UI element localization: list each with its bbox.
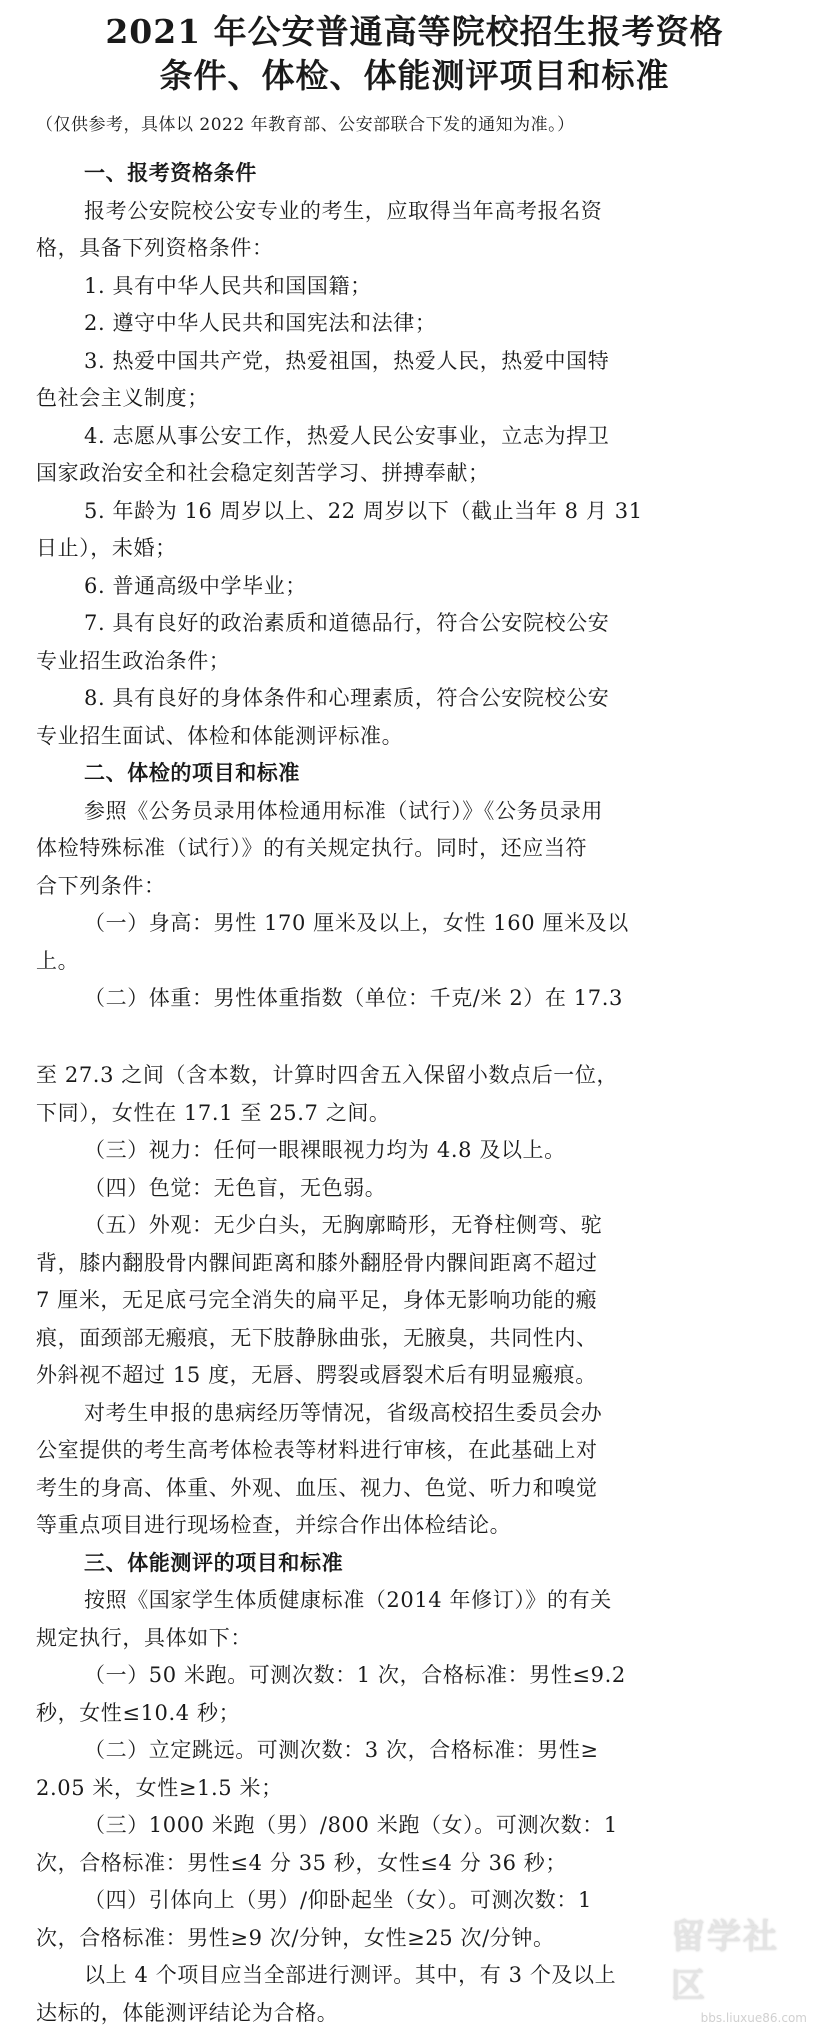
list-item: （一）50 米跑。可测次数：1 次，合格标准：男性≤9.2 xyxy=(84,1663,626,1687)
list-item-continued: 上。 xyxy=(36,949,80,973)
list-item: （三）视力：任何一眼裸眼视力均为 4.8 及以上。 xyxy=(84,1138,566,1162)
list-item: 3. 热爱中国共产党，热爱祖国，热爱人民，热爱中国特 xyxy=(84,349,610,373)
watermark-url: bbs.liuxue86.com xyxy=(700,2011,807,2025)
list-item: （四）引体向上（男）/仰卧起坐（女）。可测次数：1 xyxy=(84,1888,592,1912)
section-heading-physical-exam: 二、体检的项目和标准 xyxy=(84,760,300,785)
list-item-continued: 次，合格标准：男性≤4 分 35 秒，女性≤4 分 36 秒； xyxy=(36,1851,568,1875)
paragraph-line: 公室提供的考生高考体检表等材料进行审核，在此基础上对 xyxy=(36,1438,598,1462)
list-item: （三）1000 米跑（男）/800 米跑（女）。可测次数：1 xyxy=(84,1813,618,1837)
list-item: 8. 具有良好的身体条件和心理素质，符合公安院校公安 xyxy=(84,686,610,710)
paragraph-line: 报考公安院校公安专业的考生，应取得当年高考报名资 xyxy=(84,199,603,223)
list-item: 6. 普通高级中学毕业； xyxy=(84,574,307,598)
list-item-continued: 痕，面颈部无瘢痕，无下肢静脉曲张，无腋臭，共同性内、 xyxy=(36,1326,598,1350)
paragraph-line: 等重点项目进行现场检查，并综合作出体检结论。 xyxy=(36,1513,512,1537)
list-item-continued: 外斜视不超过 15 度，无唇、腭裂或唇裂术后有明显瘢痕。 xyxy=(36,1363,597,1387)
list-item: （二）立定跳远。可测次数：3 次，合格标准：男性≥ xyxy=(84,1738,599,1762)
section-heading-eligibility: 一、报考资格条件 xyxy=(84,160,257,185)
list-item-continued: 次，合格标准：男性≥9 次/分钟，女性≥25 次/分钟。 xyxy=(36,1926,555,1950)
list-item: 7. 具有良好的政治素质和道德品行，符合公安院校公安 xyxy=(84,611,610,635)
list-item: （四）色觉：无色盲，无色弱。 xyxy=(84,1176,387,1200)
paragraph-line: 考生的身高、体重、外观、血压、视力、色觉、听力和嗅觉 xyxy=(36,1476,598,1500)
document-title-line-1: 2021 年公安普通高等院校招生报考资格 xyxy=(105,12,724,51)
list-item-continued: 背，膝内翻股骨内髁间距离和膝外翻胫骨内髁间距离不超过 xyxy=(36,1251,598,1275)
list-item-continued: 专业招生面试、体检和体能测评标准。 xyxy=(36,724,404,748)
list-item: 1. 具有中华人民共和国国籍； xyxy=(84,274,372,298)
list-item: 4. 志愿从事公安工作，热爱人民公安事业，立志为捍卫 xyxy=(84,424,610,448)
list-item: 5. 年龄为 16 周岁以上、22 周岁以下（截止当年 8 月 31 xyxy=(84,499,643,523)
list-item-continued: 国家政治安全和社会稳定刻苦学习、拼搏奉献； xyxy=(36,461,490,485)
list-item: 2. 遵守中华人民共和国宪法和法律； xyxy=(84,311,437,335)
paragraph-line: 体检特殊标准（试行）》的有关规定执行。同时，还应当符 xyxy=(36,836,588,860)
paragraph-line: 参照《公务员录用体检通用标准（试行）》《公务员录用 xyxy=(84,799,603,823)
list-item-continued: 秒，女性≤10.4 秒； xyxy=(36,1701,241,1725)
list-item-continued: 日止），未婚； xyxy=(36,536,177,560)
paragraph-line: 格，具备下列资格条件： xyxy=(36,236,274,260)
watermark-logo-text: 留学社区 xyxy=(671,1917,779,2006)
list-item-continued: 7 厘米，无足底弓完全消失的扁平足，身体无影响功能的瘢 xyxy=(36,1288,598,1312)
list-item-continued: 2.05 米，女性≥1.5 米； xyxy=(36,1776,283,1800)
list-item: （一）身高：男性 170 厘米及以上，女性 160 厘米及以 xyxy=(84,911,629,935)
list-item: （五）外观：无少白头，无胸廓畸形，无脊柱侧弯、驼 xyxy=(84,1213,603,1237)
section-heading-fitness-test: 三、体能测评的项目和标准 xyxy=(84,1550,344,1575)
watermark-logo xyxy=(671,1917,821,2033)
paragraph-line: 按照《国家学生体质健康标准（2014 年修订）》的有关 xyxy=(84,1588,612,1612)
document-note: （仅供参考，具体以 2022 年教育部、公安部联合下发的通知为准。） xyxy=(36,115,575,135)
list-item-continued: 专业招生政治条件； xyxy=(36,649,231,673)
document-title-line-2: 条件、体检、体能测评项目和标准 xyxy=(159,56,670,95)
paragraph-line: 对考生申报的患病经历等情况，省级高校招生委员会办 xyxy=(84,1401,603,1425)
list-item-continued: 色社会主义制度； xyxy=(36,386,209,410)
list-item: （二）体重：男性体重指数（单位：千克/米 2）在 17.3 xyxy=(84,986,623,1010)
paragraph-line: 达标的，体能测评结论为合格。 xyxy=(36,2001,339,2025)
paragraph-line: 规定执行，具体如下： xyxy=(36,1626,252,1650)
list-item-continued: 至 27.3 之间（含本数，计算时四舍五入保留小数点后一位， xyxy=(36,1063,619,1087)
list-item-continued: 下同），女性在 17.1 至 25.7 之间。 xyxy=(36,1101,391,1125)
paragraph-line: 合下列条件： xyxy=(36,874,166,898)
paragraph-line: 以上 4 个项目应当全部进行测评。其中，有 3 个及以上 xyxy=(84,1963,617,1987)
